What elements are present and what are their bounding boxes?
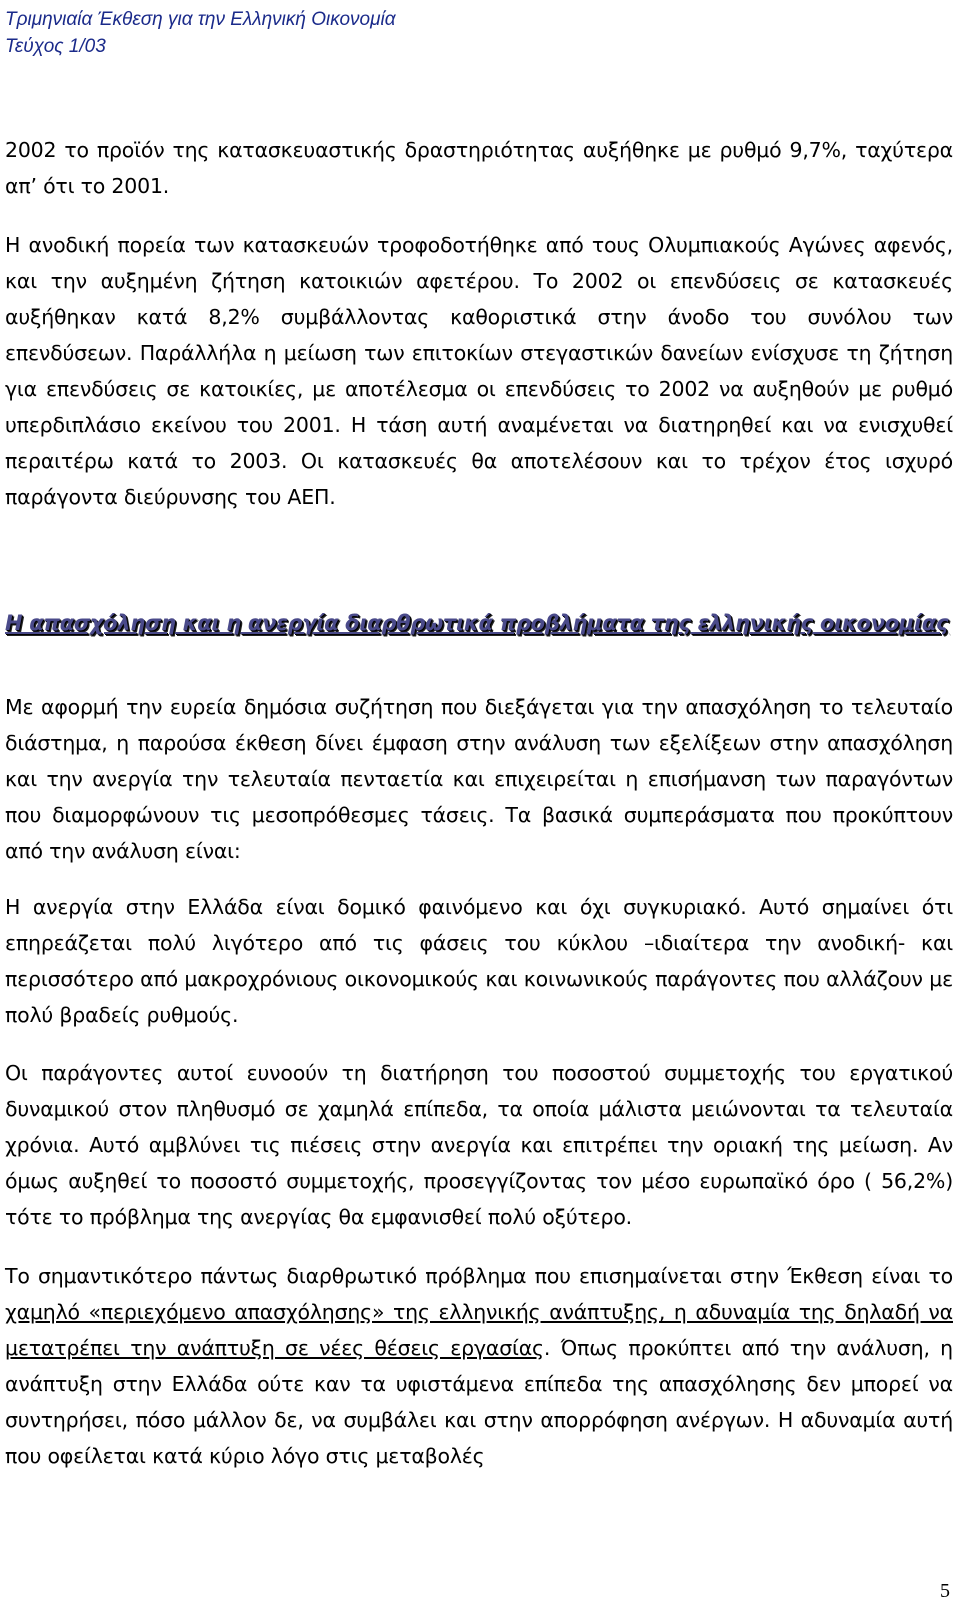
running-header bbox=[5, 6, 396, 60]
paragraph-employment-intro: Με αφορμή την ευρεία δημόσια συζήτηση που διεξάγεται για την απασχόληση το τελευταίο διάστημα, η παρούσα έκθεση δίνει έμφαση στην ανάλυση των εξελίξεων στην απασχόληση και την ανεργία την τελευταία πενταετία και επιχειρείται η επισήμανση των παραγόντων που διαμορφώνουν τις μεσοπρόθεσμες τάσεις. Τα βασικά συμπεράσματα που προκύπτουν από την ανάλυση είναι: bbox=[5, 695, 953, 863]
paragraph-participation-rate: Οι παράγοντες αυτοί ευνοούν τη διατήρηση του ποσοστού συμμετοχής του εργατικού δυναμικού στον πληθυσμό σε χαμηλά επίπεδα, τα οποία μάλιστα μειώνονται τα τελευταία χρόνια. Αυτό αμβλύνει τις πιέσεις στην ανεργία και επιτρέπει την οριακή της μείωση. Αν όμως αυξηθεί το ποσοστό συμμετοχής, προσεγγίζοντας τον μέσο ευρωπαϊκό όρο ( 56,2%) τότε το πρόβλημα της ανεργίας θα εμφανισθεί πολύ οξύτερο. bbox=[5, 1061, 953, 1229]
paragraph-construction-investment: Η ανοδική πορεία των κατασκευών τροφοδοτήθηκε από τους Ολυμπιακούς Αγώνες αφενός, και την αυξημένη ζήτηση κατοικιών αφετέρου. Το 2002 οι επενδύσεις σε κατασκευές αυξήθηκαν κατά 8,2% συμβάλλοντας καθοριστικά στην άνοδο του συνόλου των επενδύσεων. Παράλλήλα η μείωση των επιτοκίων στεγαστικών δανείων ενίσχυσε τη ζήτηση για επενδύσεις σε κατοικίες, με αποτέλεσμα οι επενδύσεις το 2002 να αυξηθούν με ρυθμό υπερδιπλάσιο εκείνου του 2001. Η τάση αυτή αναμένεται να διατηρηθεί και να ενισχυθεί περαιτέρω κατά το 2003. Οι κατασκευές θα αποτελέσουν και το τρέχον έτος ισχυρό παράγοντα διεύρυνσης του ΑΕΠ. bbox=[5, 233, 953, 509]
issue-number: Τεύχος 1/03 bbox=[5, 36, 106, 57]
paragraph-structural-unemployment: Η ανεργία στην Ελλάδα είναι δομικό φαινόμενο και όχι συγκυριακό. Αυτό σημαίνει ότι επηρεάζεται πολύ λιγότερο από τις φάσεις του κύκλου –ιδιαίτερα την ανοδική- και περισσότερο από μακροχρόνιους οικονομικούς και κοινωνικούς παράγοντες που αλλάζουν με πολύ βραδείς ρυθμούς. bbox=[5, 895, 953, 1027]
last-paragraph-before: Το σημαντικότερο πάντως διαρθρωτικό πρόβλημα που επισημαίνεται στην Έκθεση είναι το bbox=[5, 1264, 953, 1288]
page-number: 5 bbox=[940, 1580, 950, 1602]
last-paragraph-after: . Όπως προκύπτει από την ανάλυση, η ανάπτυξη στην Ελλάδα ούτε καν τα υφιστάμενα επίπεδα της απασχόλησης δεν μπορεί να συντηρήσει, πόσο μάλλον δε, να συμβάλει και στην απορρόφηση ανέργων. Η αδυναμία αυτή που οφείλεται κατά κύριο λόγο στις μεταβολές bbox=[5, 1336, 953, 1468]
last-paragraph-underlined: χαμηλό «περιεχόμενο απασχόλησης» της ελληνικής ανάπτυξης, η αδυναμία της δηλαδή να μετατρέπει την ανάπτυξη σε νέες θέσεις εργασίας bbox=[5, 1300, 953, 1360]
report-title: Τριμηνιαία Έκθεση για την Ελληνική Οικονομία bbox=[5, 9, 396, 30]
paragraph-construction-output: 2002 το προϊόν της κατασκευαστικής δραστηριότητας αυξήθηκε με ρυθμό 9,7%, ταχύτερα απ’ ότι το 2001. bbox=[5, 138, 953, 198]
paragraph-employment-content bbox=[5, 1258, 953, 1474]
section-heading: Η απασχόληση και η ανεργία διαρθρωτικά προβλήματα της ελληνικής οικονομίας bbox=[5, 611, 949, 635]
